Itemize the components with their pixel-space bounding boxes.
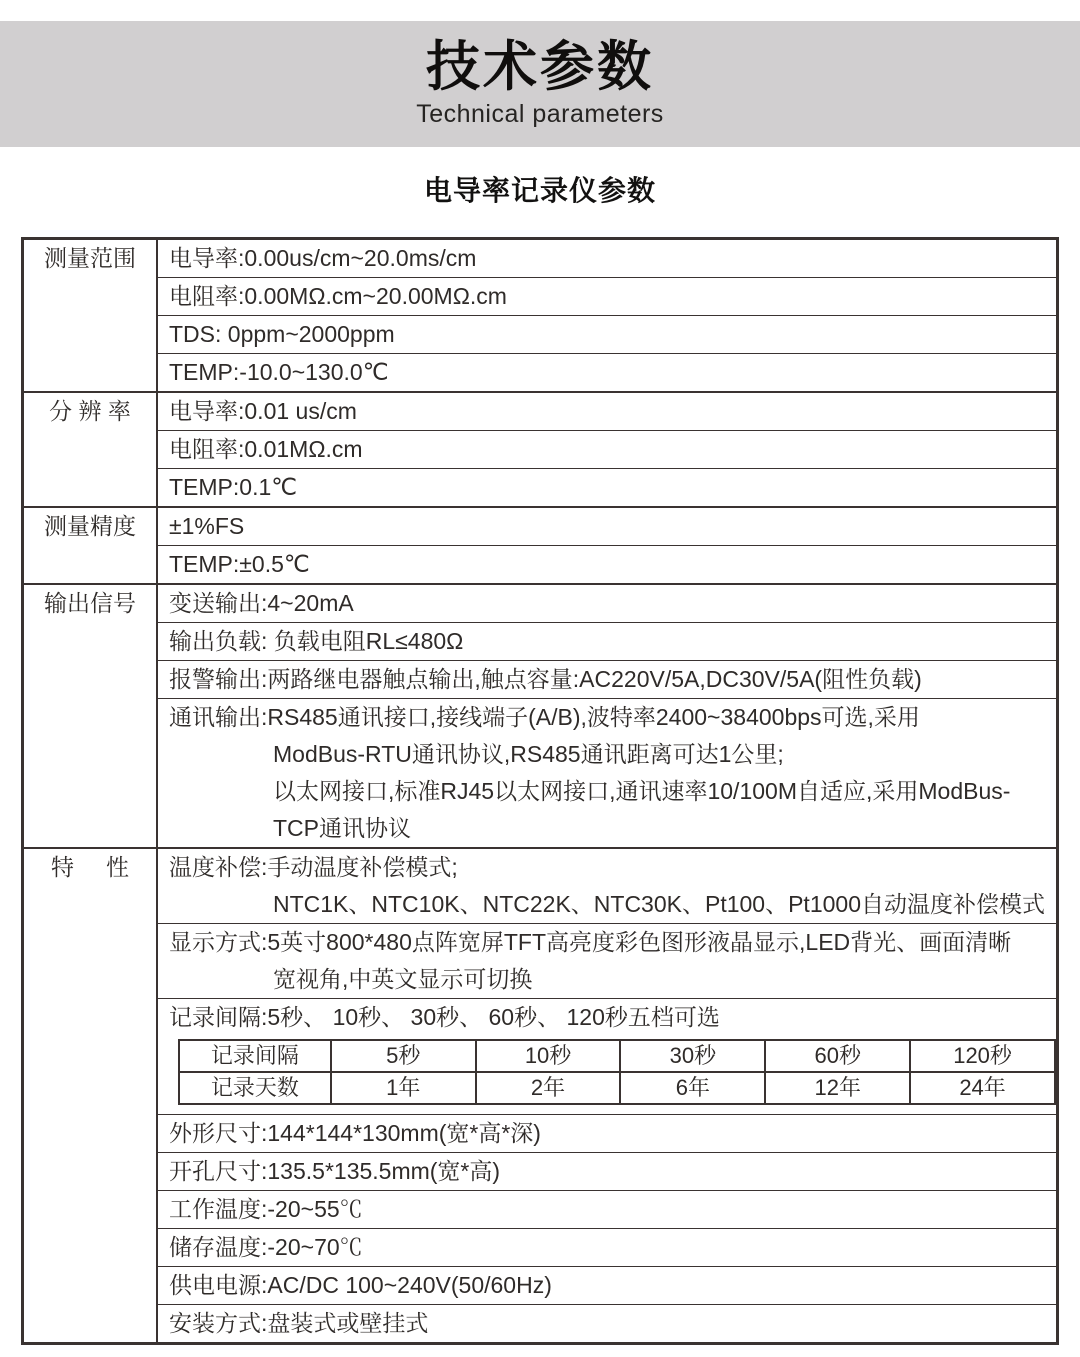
spec-table: [21, 237, 1059, 1345]
spec-line: 外形尺寸:144*144*130mm(宽*高*深): [169, 1120, 541, 1146]
spec-line: 储存温度:-20~70℃: [169, 1234, 363, 1260]
section-resolution: [24, 391, 1056, 506]
section-label-cell: [24, 849, 158, 1342]
spec-line: TEMP:-10.0~130.0℃: [169, 359, 389, 385]
section-label-cell: [24, 508, 158, 583]
record-table-cell: 10秒: [476, 1040, 621, 1072]
spec-row: [158, 1190, 1056, 1228]
spec-row: [158, 315, 1056, 353]
section-label-cell: [24, 240, 158, 391]
spec-row: [158, 353, 1056, 391]
section-label: 测量范围: [44, 245, 136, 271]
spec-line: 变送输出:4~20mA: [169, 590, 354, 616]
section-label: 特 性: [51, 854, 129, 880]
spec-row: [158, 1152, 1056, 1190]
spec-line: 安装方式:盘装式或壁挂式: [169, 1310, 429, 1336]
spec-line: 报警输出:两路继电器触点输出,触点容量:AC220V/5A,DC30V/5A(阻性负载): [169, 666, 922, 692]
spec-row: [158, 240, 1056, 277]
spec-line: 显示方式:5英寸800*480点阵宽屏TFT高亮度彩色图形液晶显示,LED背光、画面清晰: [169, 929, 1012, 955]
spec-line: TDS: 0ppm~2000ppm: [169, 321, 395, 347]
record-table-cell: 30秒: [620, 1040, 765, 1072]
table-title: 电导率记录仪参数: [423, 175, 656, 206]
section-output-signal: [24, 583, 1056, 847]
spec-row: [158, 430, 1056, 468]
spec-line: NTC1K、NTC10K、NTC22K、NTC30K、Pt100、Pt1000自动温度补偿模式: [273, 891, 1045, 917]
spec-row: [158, 1266, 1056, 1304]
section-label-cell: [24, 393, 158, 506]
spec-row: [158, 1114, 1056, 1152]
spec-row: [158, 468, 1056, 506]
page-subtitle-en: Technical parameters: [416, 99, 664, 128]
record-table-cell: 60秒: [765, 1040, 910, 1072]
spec-row: [158, 277, 1056, 315]
section-rows: [158, 240, 1056, 391]
spec-line: 工作温度:-20~55℃: [169, 1196, 363, 1222]
spec-row: [158, 393, 1056, 430]
spec-row: [158, 622, 1056, 660]
spec-line: 电导率:0.01 us/cm: [169, 398, 357, 424]
section-rows: [158, 849, 1056, 1342]
spec-line: 通讯输出:RS485通讯接口,接线端子(A/B),波特率2400~38400bps可选,采用: [169, 704, 920, 730]
record-table-cell: 1年: [331, 1072, 476, 1104]
section-accuracy: [24, 506, 1056, 583]
spec-line: 宽视角,中英文显示可切换: [273, 966, 533, 992]
spec-row-display-mode: [158, 923, 1056, 998]
spec-line: TEMP:±0.5℃: [169, 551, 310, 577]
spec-line: TCP通讯协议: [273, 815, 411, 841]
section-rows: [158, 508, 1056, 583]
record-table-cell: 2年: [476, 1072, 621, 1104]
spec-row-comm-output: [158, 698, 1056, 847]
spec-row: [158, 1304, 1056, 1342]
section-rows: [158, 585, 1056, 847]
spec-line: 电导率:0.00us/cm~20.0ms/cm: [169, 245, 477, 271]
spec-line: 输出负载: 负载电阻RL≤480Ω: [169, 628, 464, 654]
section-label: 测量精度: [44, 513, 136, 539]
section-label: 分 辨 率: [49, 398, 131, 424]
record-table-cell: 记录天数: [179, 1072, 331, 1104]
spec-row: [158, 545, 1056, 583]
section-rows: [158, 393, 1056, 506]
record-table-cell: 记录间隔: [179, 1040, 331, 1072]
spec-line: 供电电源:AC/DC 100~240V(50/60Hz): [169, 1272, 552, 1298]
record-table-cell: 24年: [910, 1072, 1055, 1104]
spec-row: [158, 508, 1056, 545]
record-table-cell: 12年: [765, 1072, 910, 1104]
spec-row: [158, 585, 1056, 622]
section-label-cell: [24, 585, 158, 847]
spec-line: TEMP:0.1℃: [169, 474, 298, 500]
spec-row: [158, 1228, 1056, 1266]
spec-line: 记录间隔:5秒、 10秒、 30秒、 60秒、 120秒五档可选: [169, 1004, 720, 1030]
record-interval-table: [178, 1039, 1056, 1105]
page-title: 技术参数: [426, 37, 654, 98]
record-table-cell: 120秒: [910, 1040, 1055, 1072]
record-days-row: [179, 1072, 1055, 1104]
header-banner: [0, 21, 1080, 147]
spec-row-record-interval: [158, 998, 1056, 1105]
section-label: 输出信号: [44, 590, 136, 616]
spec-line: 电阻率:0.00MΩ.cm~20.00MΩ.cm: [169, 283, 507, 309]
spec-line: ModBus-RTU通讯协议,RS485通讯距离可达1公里;: [273, 741, 784, 767]
record-interval-row: [179, 1040, 1055, 1072]
section-features: [24, 847, 1056, 1342]
section-measure-range: [24, 240, 1056, 391]
spec-row-temp-compensation: [158, 849, 1056, 923]
spec-line: 开孔尺寸:135.5*135.5mm(宽*高): [169, 1158, 501, 1184]
spec-line: 以太网接口,标准RJ45以太网接口,通讯速率10/100M自适应,采用ModBus-: [273, 778, 1011, 804]
spec-row: [158, 660, 1056, 698]
spec-line: ±1%FS: [169, 513, 245, 539]
record-table-cell: 6年: [620, 1072, 765, 1104]
spec-line: 电阻率:0.01MΩ.cm: [169, 436, 363, 462]
spec-line: 温度补偿:手动温度补偿模式;: [169, 854, 458, 880]
record-table-cell: 5秒: [331, 1040, 476, 1072]
